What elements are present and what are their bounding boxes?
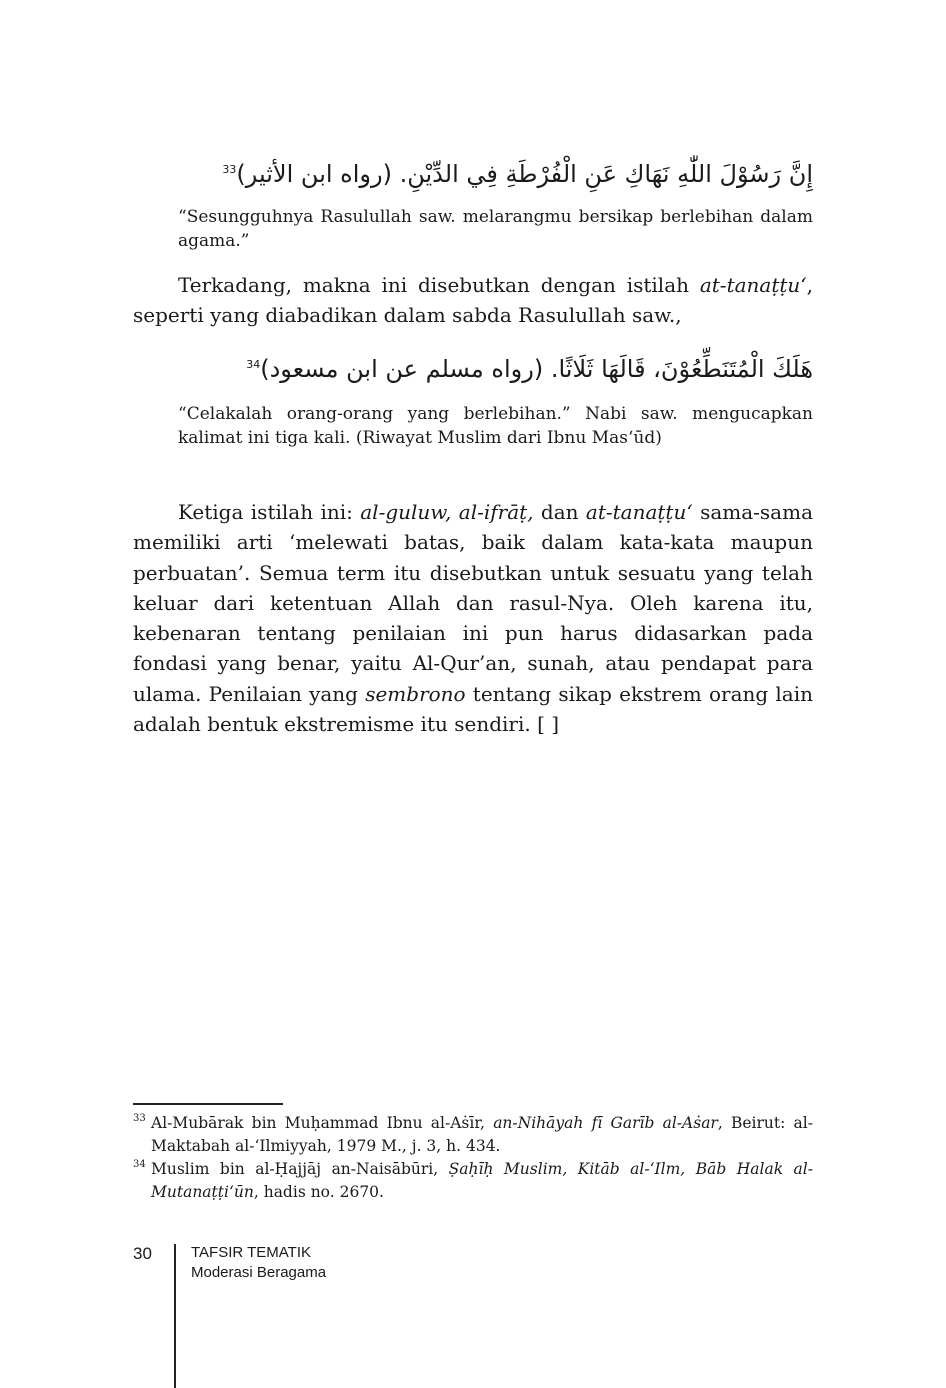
footnote-number: 33 [133, 1113, 146, 1124]
arabic-text-2: هَلَكَ الْمُتَنَطِّعُوْنَ، قَالَهَا ثَلَاثًا. (رواه مسلم عن ابن مسعود) [260, 355, 813, 383]
footnote-ref-34[interactable]: 34 [246, 358, 261, 371]
footnote-text [151, 1112, 813, 1158]
footnote-divider [133, 1103, 283, 1105]
translation-quote-2: “Celakalah orang-orang yang berlebihan.” Nabi saw. mengucapkan kalimat ini tiga kali. (Riwayat Muslim dari Ibnu Mas‘ūd) [178, 404, 813, 448]
para1-term: at-tanaṭṭu‘ [699, 273, 807, 297]
running-header [191, 1243, 326, 1283]
arabic-hadith-1 [133, 150, 813, 194]
footnote-34-author: Muslim bin al-Ḥajjāj an-Naisābūri, [151, 1160, 449, 1178]
para2-text-a: Ketiga istilah ini: [178, 500, 361, 524]
footnote-34-title: Ṣaḥīḥ Muslim, Kitāb al-‘Ilm, Bāb Halak al-Mutanaṭṭi‘ūn [151, 1160, 813, 1201]
book-title: TAFSIR TEMATIK [191, 1244, 312, 1261]
para2-term3: sembrono [365, 681, 466, 706]
translation-quote-1: “Sesungguhnya Rasulullah saw. melarangmu bersikap berlebihan dalam agama.” [178, 207, 813, 251]
footnote-33-pub: , Beirut: al-Maktabah al-‘Ilmiyyah, 1979 M., j. 3, h. 434. [151, 1114, 813, 1155]
footer-divider [174, 1244, 176, 1388]
page-number: 30 [133, 1244, 152, 1263]
footnote-34 [133, 1158, 813, 1204]
para2-term2: at-tanaṭṭu‘ [585, 500, 693, 524]
footnote-ref-33[interactable]: 33 [222, 163, 237, 176]
body-paragraph-1 [133, 270, 813, 331]
para2-text-d: tentang sikap ekstrem orang lain adalah bentuk ekstremisme itu sendiri. [ ] [133, 681, 813, 737]
arabic-hadith-2 [133, 345, 813, 389]
footnote-number: 34 [133, 1159, 146, 1170]
book-subtitle: Moderasi Beragama [191, 1264, 327, 1281]
para2-text-b: dan [533, 500, 586, 524]
arabic-text-1: إِنَّ رَسُوْلَ اللّٰهِ نَهَاكِ عَنِ الْفُرْطَةِ فِي الدِّيْنِ. (رواه ابن الأثير) [236, 160, 813, 188]
body-paragraph-2 [133, 497, 813, 739]
para1-text-a: Terkadang, makna ini disebutkan dengan istilah [178, 273, 700, 297]
footnote-33 [133, 1112, 813, 1158]
footnote-33-author: Al-Mubārak bin Muḥammad Ibnu al-Aṡīr, [151, 1114, 494, 1132]
para2-terms: al-guluw, al-ifrāṭ, [360, 500, 534, 524]
para1-text-b: , seperti yang diabadikan dalam sabda Rasulullah saw., [133, 273, 813, 328]
footnote-34-pub: , hadis no. 2670. [253, 1183, 384, 1201]
footnote-text [151, 1158, 813, 1204]
para2-text-c: sama-sama memiliki arti ‘melewati batas, baik dalam kata-kata maupun perbuatan’. Semua term itu disebutkan untuk sesuatu yang telah keluar dari ketentuan Allah dan rasul-Nya. Oleh karena itu, kebenaran tentang penilaian ini pun harus didasarkan pada fondasi yang benar, yaitu Al-Qur’an, sunah, atau pendapat para ulama. Penilaian yang [133, 500, 813, 706]
footnote-33-title: an-Nihāyah fī Garīb al-Aṡar [493, 1114, 718, 1132]
